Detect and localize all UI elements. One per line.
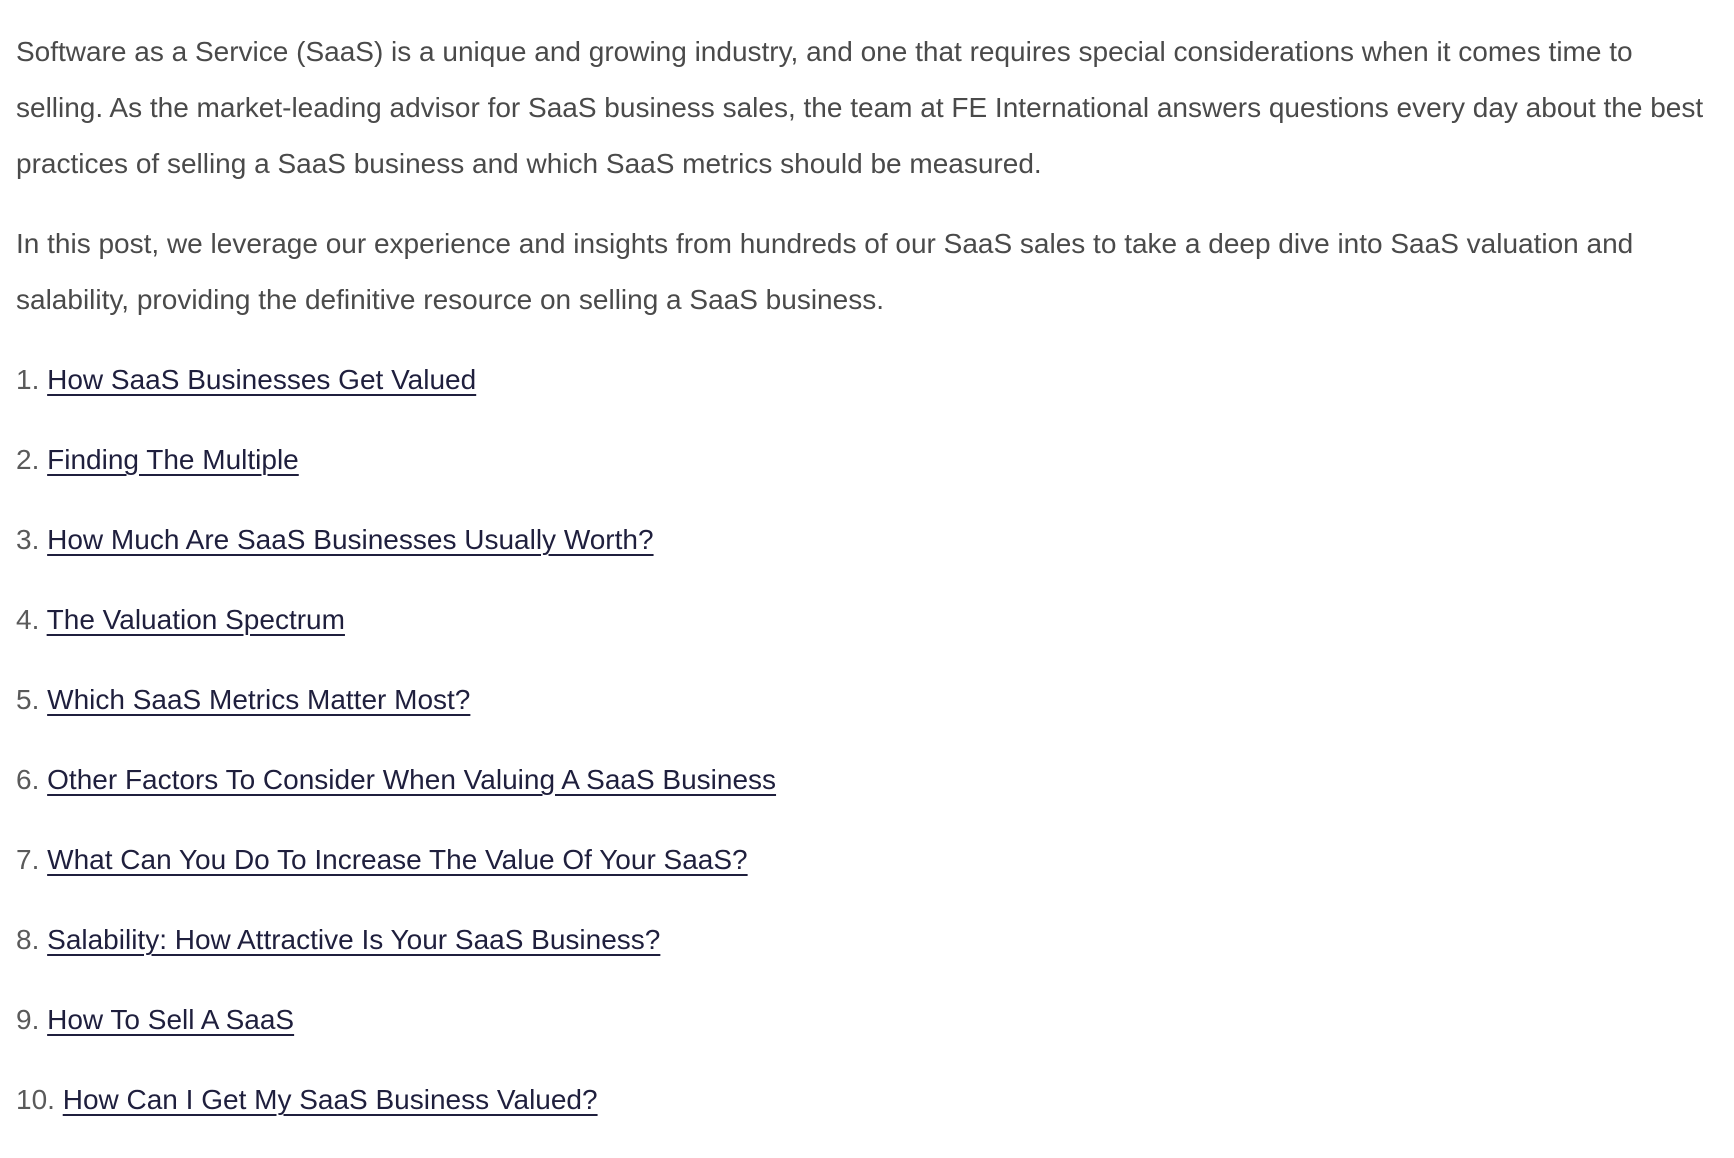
toc-item — [16, 912, 1716, 968]
intro-paragraph-2: In this post, we leverage our experience and insights from hundreds of our SaaS sales to take a deep dive into SaaS valuation and salability, providing the definitive resource on selling a SaaS business. — [16, 228, 1634, 315]
table-of-contents — [16, 352, 1716, 1128]
toc-link-get-my-saas-valued[interactable]: How Can I Get My SaaS Business Valued? — [62, 1084, 598, 1115]
toc-item-number: 4. — [16, 604, 40, 635]
toc-item-number: 6. — [16, 764, 40, 795]
toc-item — [16, 992, 1716, 1048]
toc-link-the-valuation-spectrum[interactable]: The Valuation Spectrum — [46, 604, 345, 635]
toc-item — [16, 352, 1716, 408]
toc-item-number: 1. — [16, 364, 40, 395]
toc-link-salability[interactable]: Salability: How Attractive Is Your SaaS Business? — [47, 924, 661, 955]
toc-item-number: 10. — [16, 1084, 55, 1115]
toc-item-number: 7. — [16, 844, 40, 875]
article-body — [16, 24, 1716, 1152]
toc-link-finding-the-multiple[interactable]: Finding The Multiple — [47, 444, 299, 475]
toc-link-which-saas-metrics-matter-most[interactable]: Which SaaS Metrics Matter Most? — [47, 684, 471, 715]
toc-item — [16, 752, 1716, 808]
toc-item — [16, 512, 1716, 568]
toc-item-number: 5. — [16, 684, 40, 715]
toc-item — [16, 432, 1716, 488]
toc-item-number: 2. — [16, 444, 40, 475]
toc-item-number: 3. — [16, 524, 40, 555]
toc-item — [16, 1072, 1716, 1128]
toc-link-how-to-sell-a-saas[interactable]: How To Sell A SaaS — [47, 1004, 295, 1035]
toc-link-how-much-are-saas-businesses-worth[interactable]: How Much Are SaaS Businesses Usually Worth? — [47, 524, 654, 555]
toc-link-increase-the-value[interactable]: What Can You Do To Increase The Value Of Your SaaS? — [47, 844, 748, 875]
intro-paragraph-1: Software as a Service (SaaS) is a unique and growing industry, and one that requires special considerations when it comes time to selling. As the market-leading advisor for SaaS business sales, the team at FE International answers questions every day about the best practices of selling a SaaS business and which SaaS metrics should be measured. — [16, 36, 1704, 179]
toc-item — [16, 832, 1716, 888]
toc-link-how-saas-businesses-get-valued[interactable]: How SaaS Businesses Get Valued — [47, 364, 477, 395]
toc-item-number: 8. — [16, 924, 40, 955]
toc-link-other-factors[interactable]: Other Factors To Consider When Valuing A SaaS Business — [47, 764, 777, 795]
toc-item-number: 9. — [16, 1004, 40, 1035]
toc-item — [16, 672, 1716, 728]
toc-item — [16, 592, 1716, 648]
